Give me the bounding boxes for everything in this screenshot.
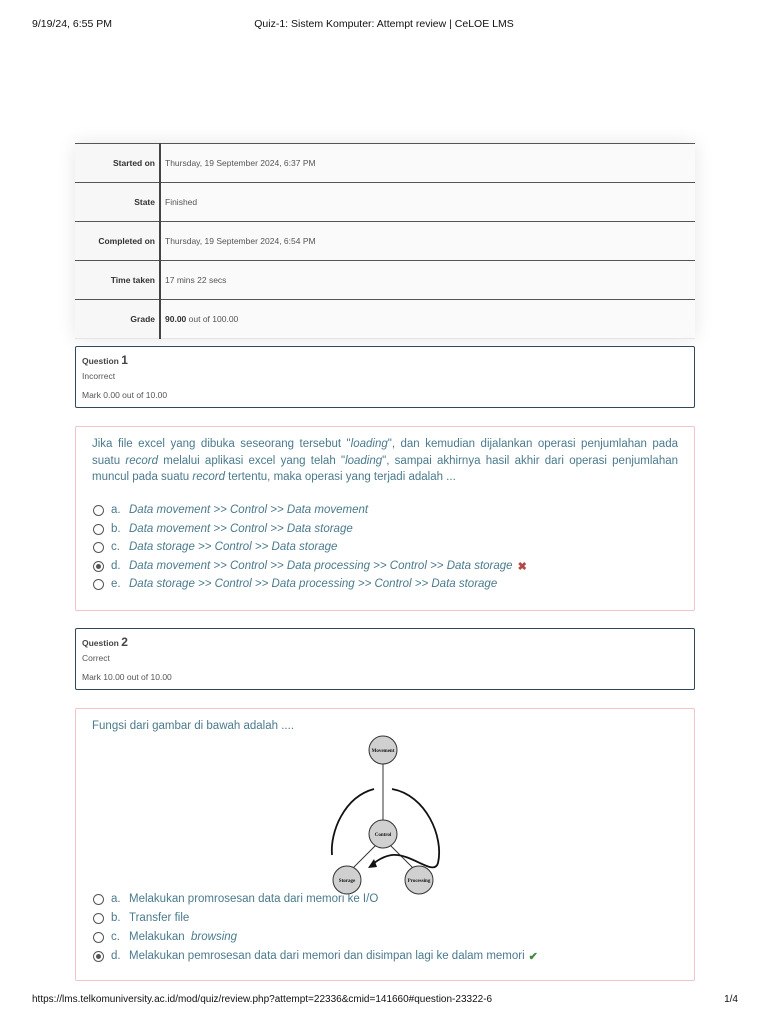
answer-option-c[interactable] [93, 929, 237, 945]
answer-option-d[interactable] [93, 558, 527, 574]
radio-button-selected[interactable] [93, 951, 104, 962]
option-letter: c. [111, 541, 120, 553]
question-text-part: melalui aplikasi excel yang telah " [158, 454, 346, 467]
print-datetime: 9/19/24, 6:55 PM [32, 18, 112, 30]
question-prefix: Question [82, 356, 122, 366]
summary-label: Started on [75, 144, 160, 183]
summary-row [75, 144, 695, 183]
option-text: Melakukan promrosesan data dari memori ke I/O [129, 893, 379, 905]
question-text-part: Jika file excel yang dibuka seseorang tersebut " [92, 438, 351, 450]
question-state: Correct [82, 653, 110, 663]
question-text-part: loading [345, 454, 383, 467]
question-text-part: record [192, 471, 225, 483]
question-number [82, 635, 128, 649]
summary-label: Grade [75, 300, 160, 339]
attempt-summary-table [75, 143, 695, 339]
answer-option-b[interactable] [93, 521, 353, 537]
question-1-content [75, 426, 695, 611]
print-header [0, 0, 768, 40]
option-letter: b. [111, 523, 121, 535]
radio-button[interactable] [93, 913, 104, 924]
summary-value: Thursday, 19 September 2024, 6:37 PM [160, 144, 695, 183]
radio-button[interactable] [93, 932, 104, 943]
radio-button[interactable] [93, 579, 104, 590]
question-text: Fungsi dari gambar di bawah adalah .... [92, 720, 295, 732]
answer-option-b[interactable] [93, 910, 189, 926]
question-text-part: ", dan kemudian dijalankan operasi penjumlahan pada suatu [92, 438, 678, 467]
question-text-part: record [125, 454, 158, 467]
radio-button[interactable] [93, 542, 104, 553]
option-letter: d. [111, 950, 121, 962]
computer-function-diagram [326, 737, 446, 884]
diagram-label: Movement [371, 749, 395, 754]
option-text: Melakukan pemrosesan data dari memori dan disimpan lagi ke dalam memori [129, 950, 525, 962]
question-1-info [75, 346, 695, 408]
diagram-label: Control [374, 833, 392, 838]
answer-option-a[interactable] [93, 891, 378, 907]
summary-label: Time taken [75, 261, 160, 300]
diagram-label: Storage [338, 879, 356, 884]
arrow-head-icon [368, 859, 377, 868]
radio-button[interactable] [93, 505, 104, 516]
summary-value: Thursday, 19 September 2024, 6:54 PM [160, 222, 695, 261]
option-letter: a. [111, 504, 121, 516]
option-text: Data storage >> Control >> Data storage [129, 541, 338, 553]
option-text [129, 931, 237, 943]
option-text: Data movement >> Control >> Data storage [129, 523, 353, 535]
incorrect-icon: ✖ [517, 560, 527, 573]
question-number-value: 1 [121, 353, 128, 367]
option-text: Data movement >> Control >> Data movement [129, 504, 369, 516]
question-2-content [75, 708, 695, 981]
print-title: Quiz-1: Sistem Komputer: Attempt review | CeLOE LMS [254, 18, 514, 30]
grade-out-of: out of 100.00 [186, 314, 239, 324]
question-text-part: tertentu, maka operasi yang terjadi adalah ... [224, 471, 456, 483]
summary-value: 17 mins 22 secs [160, 261, 695, 300]
summary-value [160, 300, 695, 339]
answer-option-a[interactable] [93, 502, 368, 518]
question-mark: Mark 10.00 out of 10.00 [82, 672, 172, 682]
answer-option-d[interactable] [93, 948, 538, 964]
page-url: https://lms.telkomuniversity.ac.id/mod/quiz/review.php?attempt=22336&cmid=141660#question-23322-6 [32, 994, 493, 1005]
question-prefix: Question [82, 638, 122, 648]
summary-value: Finished [160, 183, 695, 222]
radio-button[interactable] [93, 524, 104, 535]
diagram-flow-arrow [332, 789, 374, 855]
correct-icon: ✔ [528, 950, 538, 963]
option-letter: a. [111, 893, 121, 905]
option-text: Data movement >> Control >> Data processing >> Control >> Data storage [129, 560, 513, 572]
page-number: 1/4 [724, 994, 738, 1005]
option-letter: c. [111, 931, 120, 943]
radio-button[interactable] [93, 894, 104, 905]
question-text [92, 436, 678, 486]
option-letter: e. [111, 578, 121, 590]
question-state: Incorrect [82, 371, 116, 381]
summary-label: State [75, 183, 160, 222]
question-2-info [75, 628, 695, 690]
answer-option-e[interactable] [93, 576, 497, 592]
summary-row [75, 183, 695, 222]
question-number [82, 353, 128, 367]
question-text-part: loading [350, 438, 388, 450]
summary-row [75, 222, 695, 261]
summary-row [75, 261, 695, 300]
summary-label: Completed on [75, 222, 160, 261]
radio-button-selected[interactable] [93, 561, 104, 572]
attempt-summary [75, 143, 695, 339]
option-text-part: Melakukan [129, 931, 188, 943]
question-text-part: ", sampai akhirnya hasil akhir dari operasi penjumlahan muncul pada suatu [92, 454, 679, 483]
option-text: Data storage >> Control >> Data processing >> Control >> Data storage [129, 578, 498, 590]
grade-value: 90.00 [165, 314, 187, 324]
question-mark: Mark 0.00 out of 10.00 [82, 390, 168, 400]
print-footer [0, 994, 768, 1014]
diagram-edge [390, 845, 415, 870]
option-text: Transfer file [129, 912, 190, 924]
option-text-part: browsing [191, 931, 238, 943]
question-number-value: 2 [121, 635, 128, 649]
option-letter: b. [111, 912, 121, 924]
answer-option-c[interactable] [93, 539, 337, 555]
summary-row [75, 300, 695, 339]
diagram-label: Processing [407, 879, 431, 884]
option-letter: d. [111, 560, 121, 572]
